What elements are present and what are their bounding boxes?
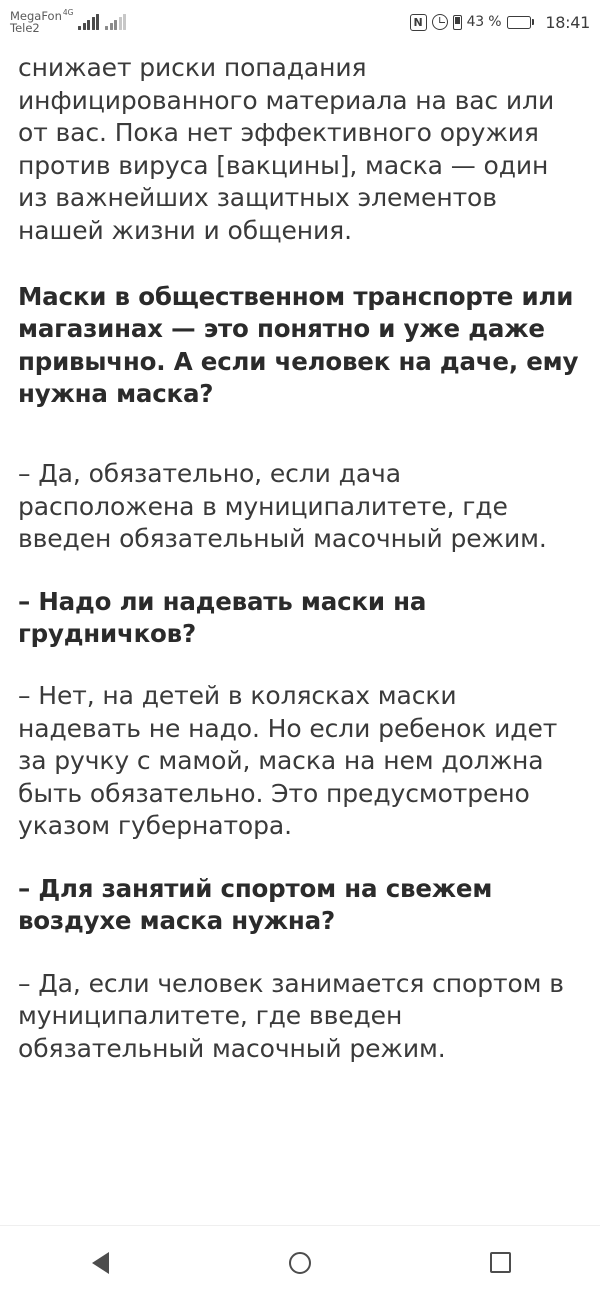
carrier-primary-network-label: 4G bbox=[62, 7, 74, 17]
recents-square-icon bbox=[490, 1252, 511, 1273]
silent-mode-icon bbox=[432, 14, 448, 30]
status-bar bbox=[0, 0, 600, 44]
signal-bars-sim2-icon bbox=[105, 14, 126, 30]
battery-percent-label: 43 % bbox=[466, 14, 502, 30]
battery-icon bbox=[507, 16, 534, 29]
nfc-icon: N bbox=[410, 14, 427, 31]
carrier-info bbox=[10, 7, 74, 35]
back-triangle-icon bbox=[92, 1252, 109, 1274]
article-content[interactable] bbox=[0, 44, 600, 1225]
home-button[interactable] bbox=[255, 1226, 345, 1299]
recents-button[interactable] bbox=[455, 1226, 545, 1299]
article-question: – Надо ли надевать маски на грудничков? bbox=[18, 586, 427, 649]
article-paragraph: – Нет, на детей в колясках маски надевать не надо. Но если ребенок идет за ручку с мамой, маска на нем должна быть обязательно. Это предусмотрено указом губернатора. bbox=[18, 681, 558, 841]
article-paragraph: – Да, если человек занимается спортом в муниципалитете, где введен обязательный масочный режим. bbox=[18, 968, 564, 1063]
clock-label: 18:41 bbox=[545, 12, 590, 32]
system-navigation-bar bbox=[0, 1225, 600, 1299]
article-paragraph: снижает риски попадания инфицированного материала на вас или от вас. Пока нет эффективного оружия против вируса [вакцины], маска — один из важнейших защитных элементов нашей жизни и общения. bbox=[18, 53, 555, 245]
vibrate-icon bbox=[453, 15, 462, 30]
article-paragraph: – Да, обязательно, если дача расположена в муниципалитете, где введен обязательный масочный режим. bbox=[18, 459, 547, 554]
article-question: Маски в общественном транспорте или магазинах — это понятно и уже даже привычно. А если человек на даче, ему нужна маска? bbox=[18, 282, 579, 408]
carrier-primary-label: MegaFon bbox=[10, 8, 62, 23]
home-circle-icon bbox=[289, 1252, 311, 1274]
signal-bars-sim1-icon bbox=[78, 14, 99, 30]
article-question: – Для занятий спортом на свежем воздухе маска нужна? bbox=[18, 873, 493, 936]
status-icons bbox=[410, 13, 590, 32]
back-button[interactable] bbox=[55, 1226, 145, 1299]
carrier-secondary-label: Tele2 bbox=[10, 21, 40, 35]
